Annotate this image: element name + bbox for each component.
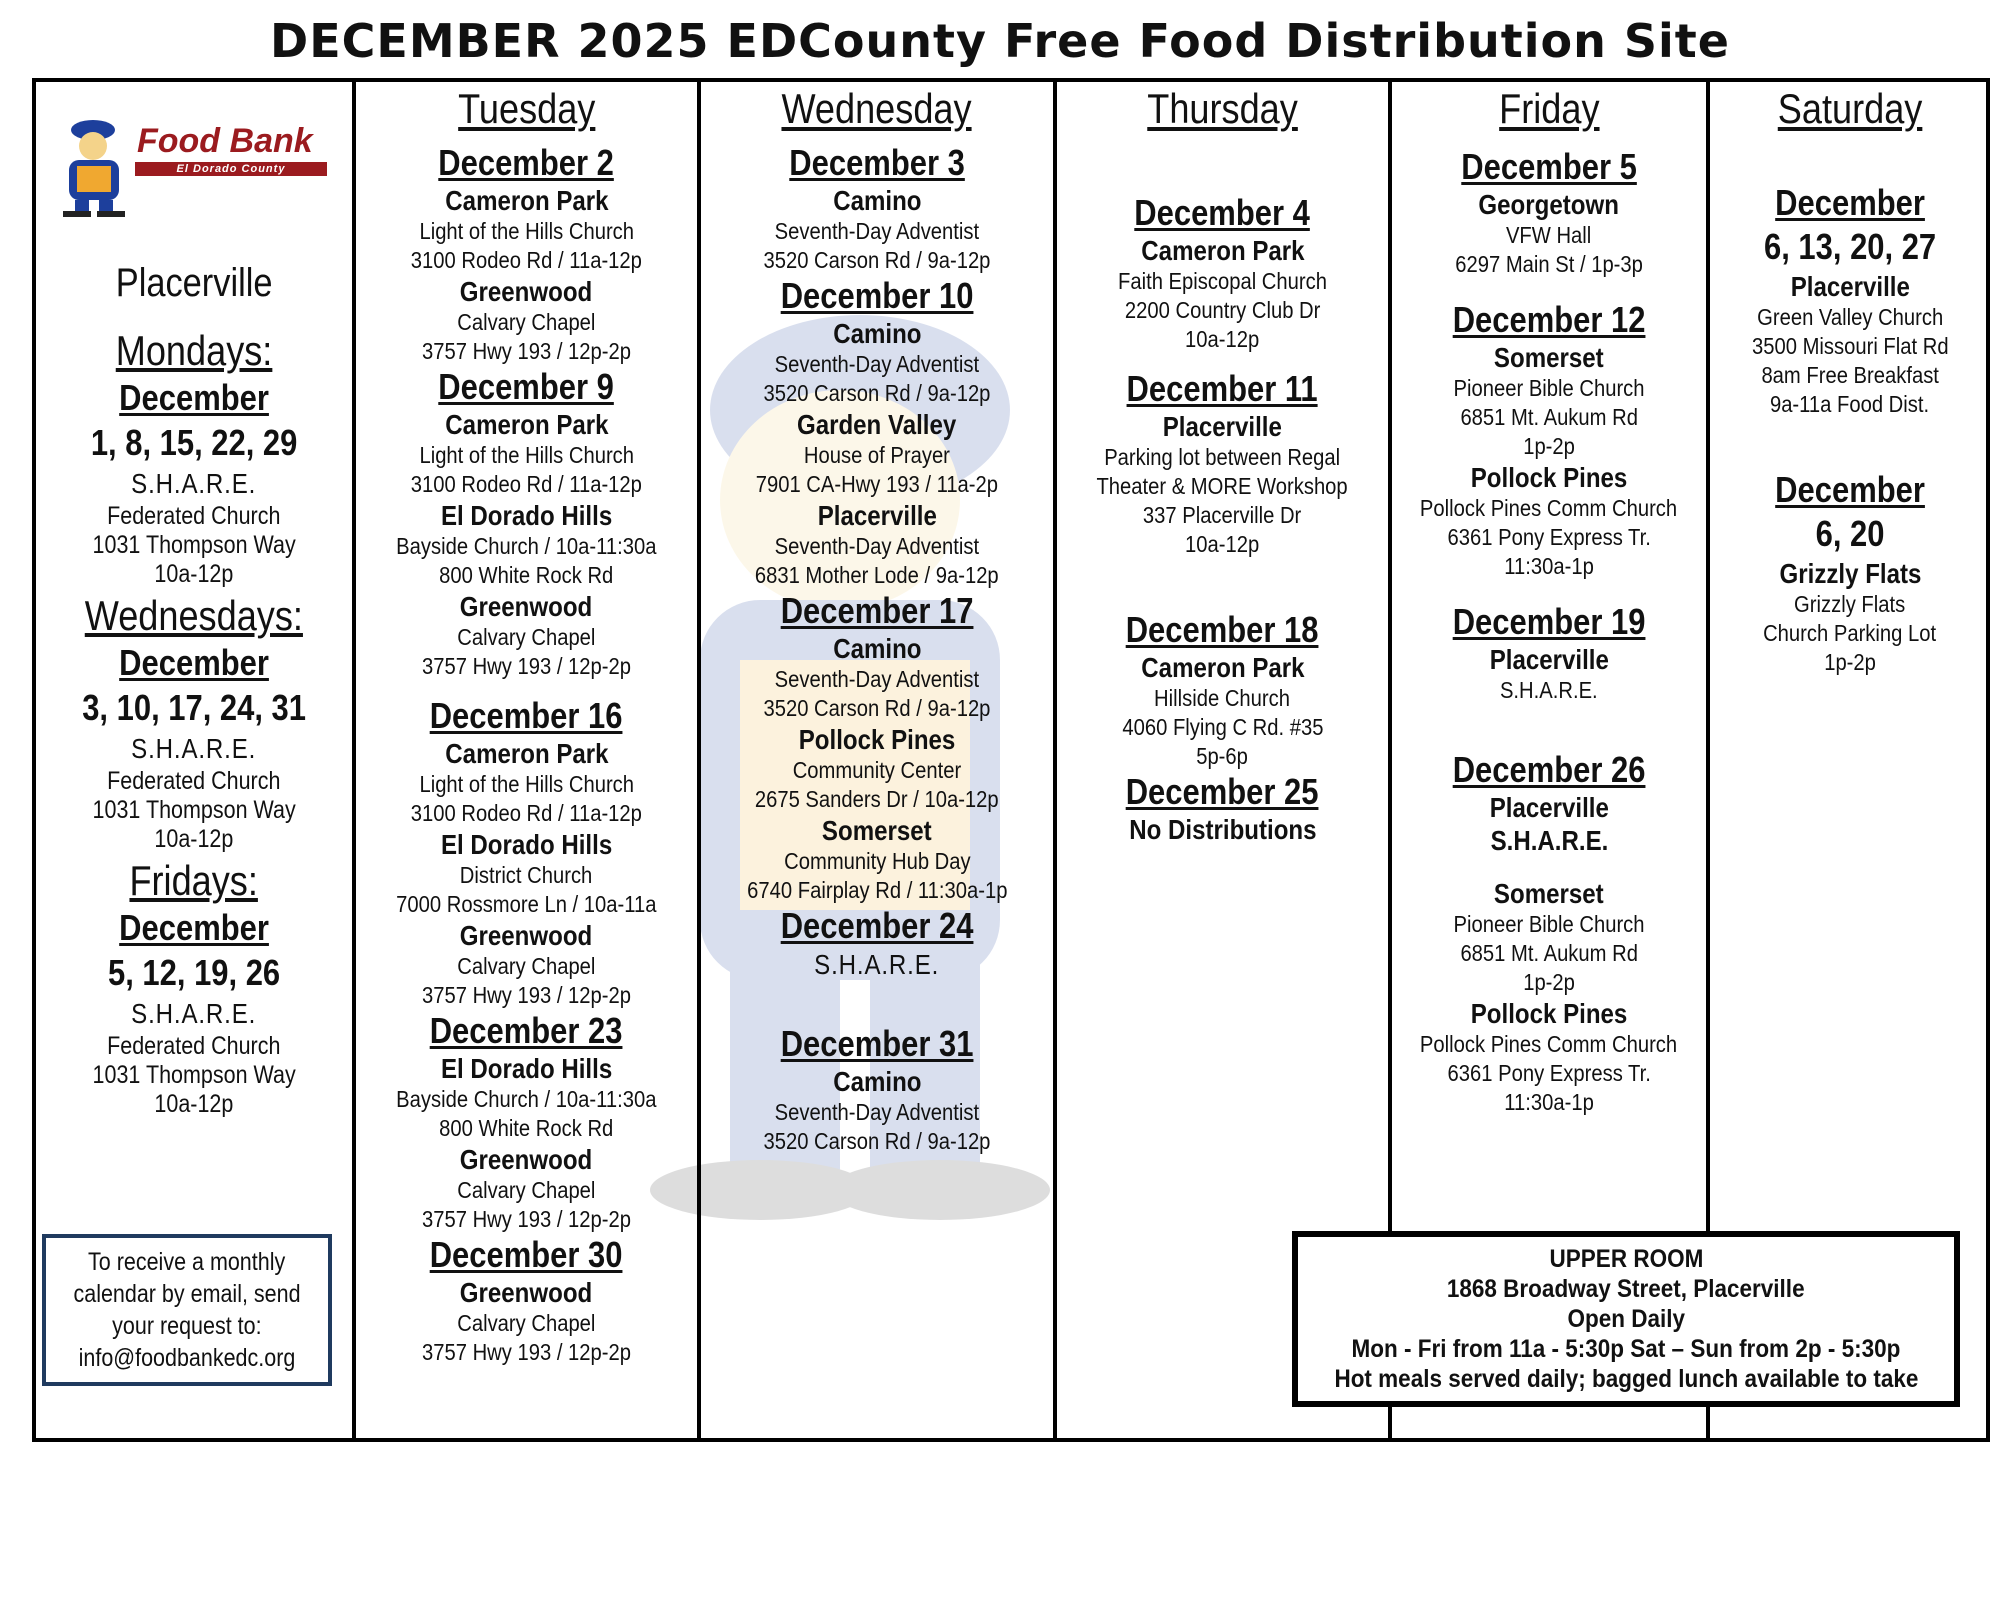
town-name: Camino [832, 185, 922, 216]
town-name: S.H.A.R.E. [1490, 825, 1608, 856]
detail-line: Calvary Chapel [457, 624, 596, 650]
detail-line: 6361 Pony Express Tr. [1447, 1060, 1651, 1086]
upper-room-address: 1868 Broadway Street, Placerville [1447, 1275, 1805, 1303]
weekday-heading: Wednesdays: [84, 592, 304, 639]
town-name: Camino [832, 318, 922, 349]
schedule-entry [745, 142, 1009, 275]
date-heading: December 16 [430, 695, 623, 736]
schedule-entry [392, 142, 661, 366]
dates-list: 3, 10, 17, 24, 31 [82, 687, 306, 728]
date-heading: December [1775, 469, 1925, 510]
location-line: 1031 Thompson Way [92, 531, 296, 559]
day-heading: Wednesday [781, 85, 973, 132]
town-name: Georgetown [1478, 189, 1620, 220]
org-name: S.H.A.R.E. [131, 468, 257, 499]
day-heading: Friday [1498, 85, 1600, 132]
town-name: Greenwood [460, 1144, 593, 1175]
location-line: Federated Church [107, 502, 281, 530]
detail-line: 2675 Sanders Dr / 10a-12p [755, 786, 999, 812]
schedule-entry [1110, 771, 1334, 846]
detail-line: Faith Episcopal Church [1118, 268, 1327, 294]
town-name: Somerset [822, 815, 932, 846]
detail-line: 3100 Rodeo Rd / 11a-12p [410, 800, 643, 826]
dates-list: 6, 13, 20, 27 [1763, 226, 1937, 267]
weekly-group [74, 326, 314, 589]
detail-line: Seventh-Day Adventist [774, 351, 980, 377]
town-name: No Distributions [1128, 814, 1317, 845]
town-name: Placerville [817, 500, 937, 531]
detail-line: Calvary Chapel [457, 309, 596, 335]
date-heading: December 2 [438, 142, 615, 183]
date-heading: December 3 [789, 142, 965, 183]
detail-line: 9a-11a Food Dist. [1770, 391, 1930, 417]
town-name: Greenwood [460, 920, 593, 951]
detail-line: 3520 Carson Rd / 9a-12p [763, 1128, 991, 1154]
detail-line: Seventh-Day Adventist [774, 666, 980, 692]
detail-line: 3100 Rodeo Rd / 11a-12p [410, 471, 643, 497]
date-heading: December [1775, 182, 1925, 223]
weekly-group [76, 856, 312, 1119]
town-name: Camino [832, 1066, 922, 1097]
logo-subtitle: El Dorado County [135, 162, 327, 176]
town-name: Cameron Park [444, 738, 609, 769]
detail-line: Community Hub Day [783, 848, 971, 874]
date-heading: December 30 [430, 1234, 623, 1275]
org-name: S.H.A.R.E. [814, 949, 940, 980]
schedule-entry [735, 275, 1019, 590]
date-heading: December 19 [1452, 601, 1646, 642]
schedule-entry [726, 590, 1029, 905]
detail-line: Grizzly Flats [1794, 591, 1906, 617]
town-name: Greenwood [460, 276, 593, 307]
detail-line: Pollock Pines Comm Church [1420, 495, 1678, 521]
org-name: S.H.A.R.E. [131, 998, 257, 1029]
upper-room-box [1292, 1231, 1960, 1407]
upper-room-hours: Mon - Fri from 11a - 5:30p Sat – Sun from 2p - 5:30p [1351, 1335, 1901, 1363]
day-column-wednesday [701, 82, 1053, 1438]
email-subscribe-box [42, 1234, 332, 1386]
town-name: Cameron Park [444, 409, 609, 440]
town-name: El Dorado Hills [440, 500, 613, 531]
detail-line: 3757 Hwy 193 / 12p-2p [422, 1339, 631, 1365]
detail-line: 800 White Rock Rd [439, 562, 614, 588]
detail-line: Pioneer Bible Church [1453, 375, 1645, 401]
town-name: Placerville [1162, 411, 1283, 442]
location-line: 10a-12p [154, 825, 234, 853]
email-text: calendar by email, send [73, 1280, 301, 1308]
date-heading: December 31 [780, 1023, 974, 1064]
town-name: El Dorado Hills [440, 829, 613, 860]
day-heading: Thursday [1147, 85, 1298, 132]
town-name: Pollock Pines [798, 724, 956, 755]
detail-line: S.H.A.R.E. [1500, 677, 1598, 703]
detail-line: 6831 Mother Lode / 9a-12p [755, 562, 999, 588]
town-name: Pollock Pines [1470, 998, 1628, 1029]
detail-line: 4060 Flying C Rd. #35 [1121, 714, 1324, 740]
schedule-entry [375, 366, 678, 681]
location-line: 1031 Thompson Way [92, 796, 296, 824]
detail-line: 6361 Pony Express Tr. [1447, 524, 1651, 550]
town-name: Camino [832, 633, 922, 664]
dates-list: 1, 8, 15, 22, 29 [90, 422, 298, 463]
town-name: Cameron Park [1140, 235, 1305, 266]
dates-list: 6, 20 [1815, 513, 1885, 554]
page-title: DECEMBER 2025 EDCounty Free Food Distribution Site [270, 14, 1730, 68]
town-name: Placerville [1489, 792, 1609, 823]
location-line: 10a-12p [154, 560, 234, 588]
schedule-entry [1101, 192, 1344, 354]
upper-room-open: Open Daily [1567, 1305, 1685, 1333]
detail-line: Light of the Hills Church [419, 771, 634, 797]
detail-line: Seventh-Day Adventist [774, 1099, 980, 1125]
date-heading: December 9 [438, 366, 615, 407]
town-name: Pollock Pines [1470, 462, 1628, 493]
date-heading: December 11 [1126, 368, 1319, 409]
detail-line: 3520 Carson Rd / 9a-12p [763, 380, 991, 406]
detail-line: Parking lot between Regal [1104, 444, 1341, 470]
town-name: Grizzly Flats [1779, 558, 1921, 589]
location-line: Federated Church [107, 767, 281, 795]
detail-line: 6851 Mt. Aukum Rd [1460, 940, 1638, 966]
schedule-entry [1106, 609, 1340, 771]
town-name: Cameron Park [1140, 652, 1305, 683]
detail-line: 10a-12p [1185, 326, 1260, 352]
date-heading: December 5 [1461, 146, 1637, 187]
detail-line: 1p-2p [1824, 649, 1876, 675]
detail-line: Theater & MORE Workshop [1096, 473, 1349, 499]
detail-line: 3757 Hwy 193 / 12p-2p [422, 338, 631, 364]
weekday-heading: Fridays: [129, 857, 259, 904]
town-name: El Dorado Hills [440, 1053, 613, 1084]
detail-line: 3520 Carson Rd / 9a-12p [763, 695, 991, 721]
schedule-entry [1440, 146, 1658, 279]
detail-line: District Church [460, 862, 593, 888]
detail-line: Pioneer Bible Church [1453, 911, 1645, 937]
detail-line: Pollock Pines Comm Church [1420, 1031, 1678, 1057]
day-heading: Tuesday [457, 85, 596, 132]
location-line: 1031 Thompson Way [92, 1061, 296, 1089]
detail-line: Bayside Church / 10a-11:30a [396, 533, 657, 559]
town-name: Greenwood [460, 1277, 593, 1308]
day-heading: Saturday [1777, 85, 1923, 132]
date-heading: December 23 [430, 1010, 623, 1051]
month-label: December [119, 907, 269, 948]
detail-line: Seventh-Day Adventist [774, 533, 980, 559]
town-name: Placerville [1790, 271, 1910, 302]
town-name: Somerset [1494, 342, 1604, 373]
weekly-schedule-column [36, 258, 352, 1614]
detail-line: House of Prayer [803, 442, 951, 468]
detail-line: 337 Placerville Dr [1143, 502, 1302, 528]
date-heading: December 25 [1126, 771, 1319, 812]
detail-line: 3757 Hwy 193 / 12p-2p [422, 1206, 631, 1232]
date-heading: December 4 [1134, 192, 1311, 233]
detail-line: 800 White Rock Rd [439, 1115, 614, 1141]
detail-line: 7000 Rossmore Ln / 10a-11a [396, 891, 657, 917]
weekly-group [64, 591, 324, 854]
detail-line: 5p-6p [1196, 743, 1249, 769]
dates-list: 5, 12, 19, 26 [107, 952, 281, 993]
town-name: Cameron Park [444, 185, 609, 216]
detail-line: 1p-2p [1523, 433, 1575, 459]
day-column-tuesday [356, 82, 697, 1438]
schedule-entry [1399, 877, 1698, 1117]
schedule-entry [375, 695, 678, 1010]
detail-line: Light of the Hills Church [419, 442, 634, 468]
date-heading: December 12 [1452, 299, 1646, 340]
detail-line: 3100 Rodeo Rd / 11a-12p [410, 247, 643, 273]
town-name: Greenwood [460, 591, 593, 622]
logo-name: Food Bank [137, 122, 313, 160]
detail-line: 6740 Fairplay Rd / 11:30a-1p [746, 877, 1008, 903]
upper-room-note: Hot meals served daily; bagged lunch available to take [1334, 1365, 1918, 1393]
location-line: 10a-12p [154, 1090, 234, 1118]
detail-line: Green Valley Church [1756, 304, 1944, 330]
upper-room-name: UPPER ROOM [1549, 1245, 1703, 1273]
detail-line: 6297 Main St / 1p-3p [1455, 251, 1643, 277]
date-heading: December 10 [780, 275, 974, 316]
detail-line: Calvary Chapel [457, 953, 596, 979]
schedule-entry [1437, 601, 1661, 705]
date-heading: December 24 [780, 905, 974, 946]
food-bank-logo [55, 118, 335, 218]
org-name: S.H.A.R.E. [131, 733, 257, 764]
schedule-entry [1736, 182, 1965, 419]
detail-line: 3500 Missouri Flat Rd [1751, 333, 1949, 359]
mascot-icon [55, 118, 135, 218]
schedule-entry [1437, 749, 1661, 857]
detail-line: Light of the Hills Church [419, 218, 634, 244]
schedule-entry [765, 905, 989, 983]
detail-line: 3520 Carson Rd / 9a-12p [763, 247, 991, 273]
month-label: December [119, 642, 269, 683]
detail-line: Calvary Chapel [457, 1177, 596, 1203]
schedule-entry [405, 1234, 648, 1367]
schedule-entry [1399, 299, 1698, 581]
detail-line: Bayside Church / 10a-11:30a [396, 1086, 657, 1112]
detail-line: Seventh-Day Adventist [774, 218, 980, 244]
location-line: Federated Church [107, 1032, 281, 1060]
detail-line: Church Parking Lot [1763, 620, 1937, 646]
month-label: December [119, 377, 269, 418]
schedule-entry [375, 1010, 678, 1234]
detail-line: 1p-2p [1523, 969, 1575, 995]
detail-line: 6851 Mt. Aukum Rd [1460, 404, 1638, 430]
town-name: Garden Valley [797, 409, 957, 440]
detail-line: 11:30a-1p [1504, 1089, 1594, 1115]
detail-line: 8am Free Breakfast [1761, 362, 1939, 388]
detail-line: VFW Hall [1506, 222, 1592, 248]
town-name: Placerville [1489, 644, 1609, 675]
detail-line: Community Center [792, 757, 962, 783]
detail-line: Hillside Church [1154, 685, 1291, 711]
date-heading: December 17 [780, 590, 974, 631]
schedule-entry [1749, 469, 1950, 677]
email-address[interactable]: info@foodbankedc.org [78, 1344, 296, 1372]
detail-line: 11:30a-1p [1504, 553, 1594, 579]
detail-line: Calvary Chapel [457, 1310, 596, 1336]
email-text: your request to: [112, 1312, 262, 1340]
city-name: Placerville [115, 261, 273, 305]
detail-line: 3757 Hwy 193 / 12p-2p [422, 653, 631, 679]
detail-line: 7901 CA-Hwy 193 / 11a-2p [755, 471, 999, 497]
date-heading: December 26 [1452, 749, 1646, 790]
date-heading: December 18 [1126, 609, 1319, 650]
weekday-heading: Mondays: [115, 327, 273, 374]
schedule-entry [1076, 368, 1368, 559]
detail-line: 3757 Hwy 193 / 12p-2p [422, 982, 631, 1008]
town-name: Somerset [1494, 878, 1604, 909]
schedule-entry [745, 1023, 1009, 1156]
detail-line: 10a-12p [1185, 531, 1260, 557]
email-text: To receive a monthly [88, 1248, 286, 1276]
detail-line: 2200 Country Club Dr [1124, 297, 1321, 323]
